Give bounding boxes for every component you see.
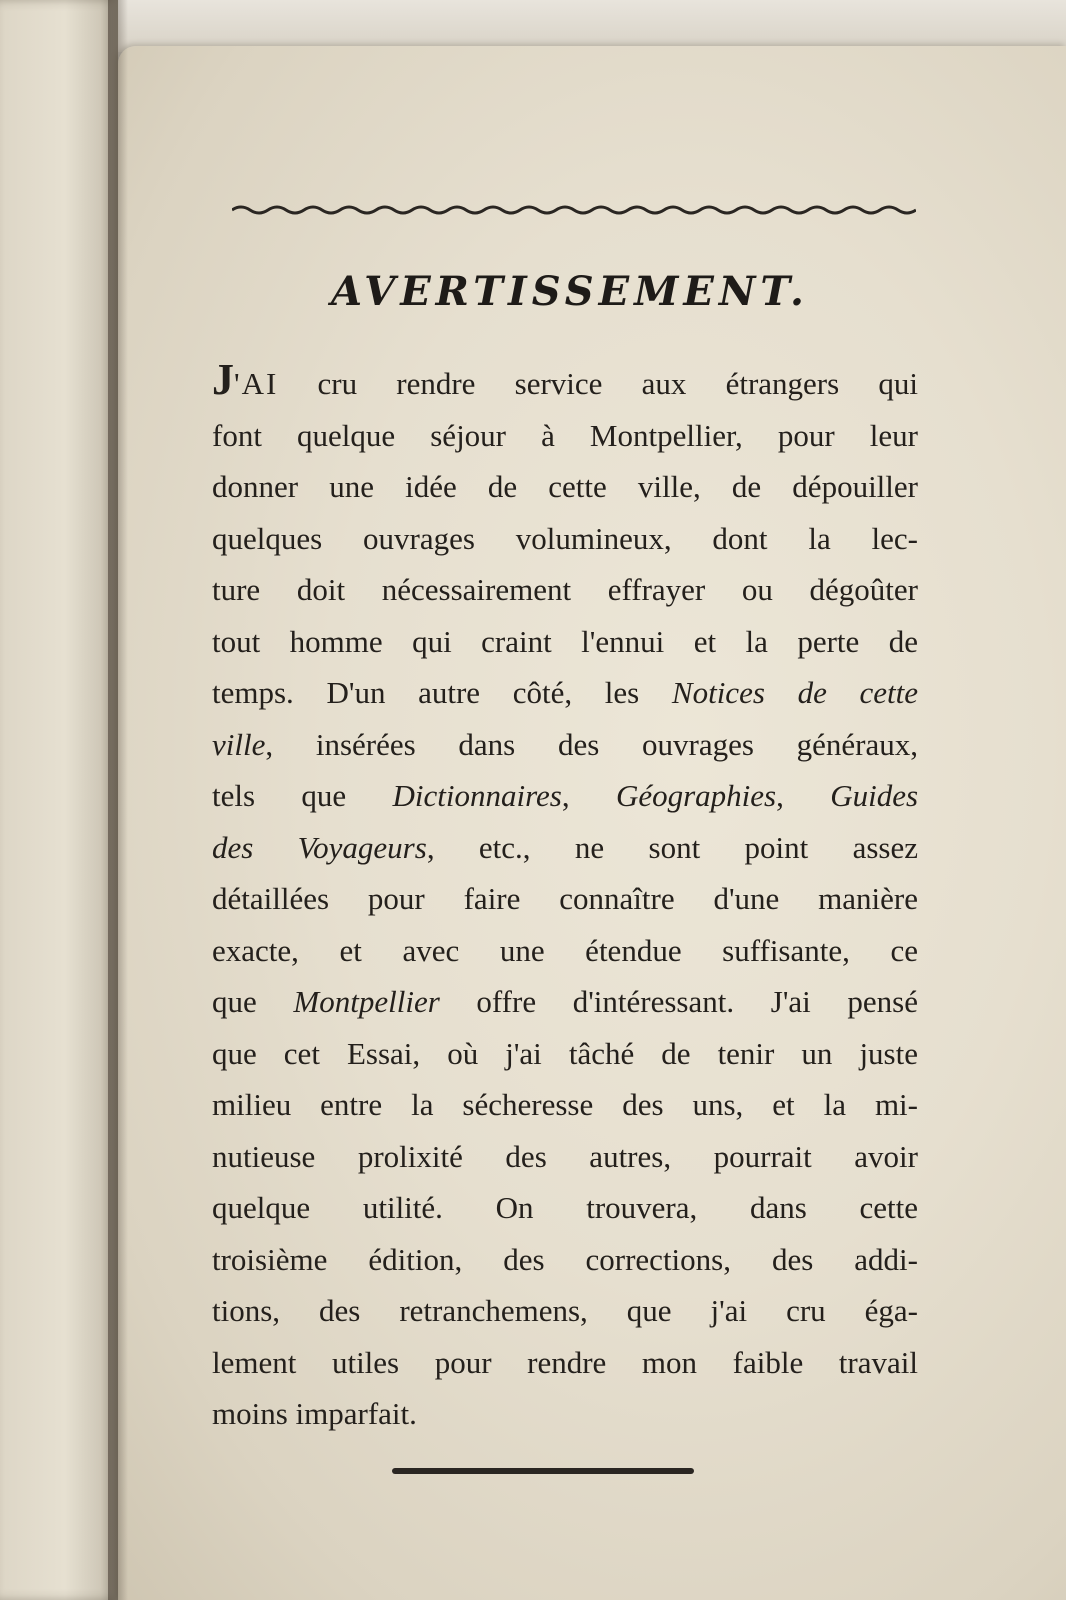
- text-run: temps. D'un autre côté, les: [212, 675, 672, 710]
- italic-phrase: Notices de cette: [671, 675, 918, 710]
- text-line: [212, 1234, 918, 1286]
- text-run: , etc., ne sont point assez: [426, 829, 918, 865]
- text-run: ,: [776, 778, 831, 813]
- text-run: font quelque séjour à Montpellier, pour leur: [212, 417, 918, 453]
- text-run: que cet Essai, où j'ai tâché de tenir un juste: [212, 1035, 918, 1071]
- text-line: [212, 461, 918, 513]
- book-gutter: [108, 0, 128, 1600]
- text-line: [212, 1182, 918, 1234]
- text-line: [212, 1388, 918, 1440]
- text-run: quelque utilité. On trouvera, dans cette: [212, 1190, 918, 1225]
- text-run: tels que: [212, 778, 393, 813]
- text-run: milieu entre la sécheresse des uns, et la mi-: [212, 1087, 918, 1122]
- italic-phrase: ville: [212, 726, 266, 762]
- text-line: [212, 719, 918, 771]
- text-line: [212, 873, 918, 925]
- body-paragraph: [212, 355, 919, 1440]
- text-run: que: [212, 984, 294, 1019]
- background-strip: [118, 0, 1066, 52]
- text-run: nutieuse prolixité des autres, pourrait avoir: [212, 1138, 918, 1174]
- left-facing-page: [0, 0, 118, 1600]
- text-run: lement utiles pour rendre mon faible travail: [212, 1344, 918, 1380]
- text-line: [212, 1337, 918, 1389]
- italic-phrase: Montpellier: [293, 984, 440, 1019]
- text-run: exacte, et avec une étendue suffisante, ce: [212, 932, 918, 968]
- closing-rule: [392, 1468, 694, 1474]
- text-line: [212, 925, 918, 977]
- text-run: quelques ouvrages volumineux, dont la lec-: [212, 520, 918, 556]
- italic-phrase: Guides: [830, 778, 919, 813]
- text-line: [212, 1131, 918, 1183]
- text-run: troisième édition, des corrections, des addi-: [212, 1241, 918, 1277]
- text-line: [212, 1028, 918, 1080]
- italic-phrase: Géographies: [615, 778, 777, 813]
- text-line: [212, 616, 918, 668]
- text-line: [212, 1285, 918, 1337]
- first-word-smallcaps: 'AI: [234, 366, 279, 401]
- text-run: ture doit nécessairement effrayer ou dégoûter: [212, 572, 918, 607]
- text-line: [212, 410, 918, 462]
- text-line: [212, 1079, 918, 1131]
- drop-cap: J: [212, 355, 234, 404]
- text-run: détaillées pour faire connaître d'une manière: [212, 881, 918, 916]
- italic-phrase: Dictionnaires: [392, 778, 562, 813]
- text-run: tions, des retranchemens, que j'ai cru éga-: [212, 1293, 918, 1328]
- text-line: [212, 667, 918, 719]
- text-line: [212, 564, 918, 616]
- text-line: [212, 770, 918, 822]
- text-run: offre d'intéressant. J'ai pensé: [439, 984, 918, 1019]
- text-run: , insérées dans des ouvrages généraux,: [265, 726, 918, 762]
- text-run: ,: [561, 778, 616, 813]
- text-run: donner une idée de cette ville, de dépouiller: [212, 469, 918, 504]
- text-line: [212, 976, 918, 1028]
- text-line: [212, 355, 918, 410]
- wavy-ornament-rule: [232, 202, 916, 218]
- page-title: AVERTISSEMENT.: [331, 268, 809, 315]
- text-line: [212, 822, 918, 874]
- text-line: [212, 513, 918, 565]
- text-run: cru rendre service aux étrangers qui: [278, 366, 918, 401]
- text-run: moins imparfait.: [212, 1396, 417, 1431]
- text-run: tout homme qui craint l'ennui et la perte de: [212, 623, 918, 659]
- italic-phrase: des Voyageurs: [212, 829, 427, 865]
